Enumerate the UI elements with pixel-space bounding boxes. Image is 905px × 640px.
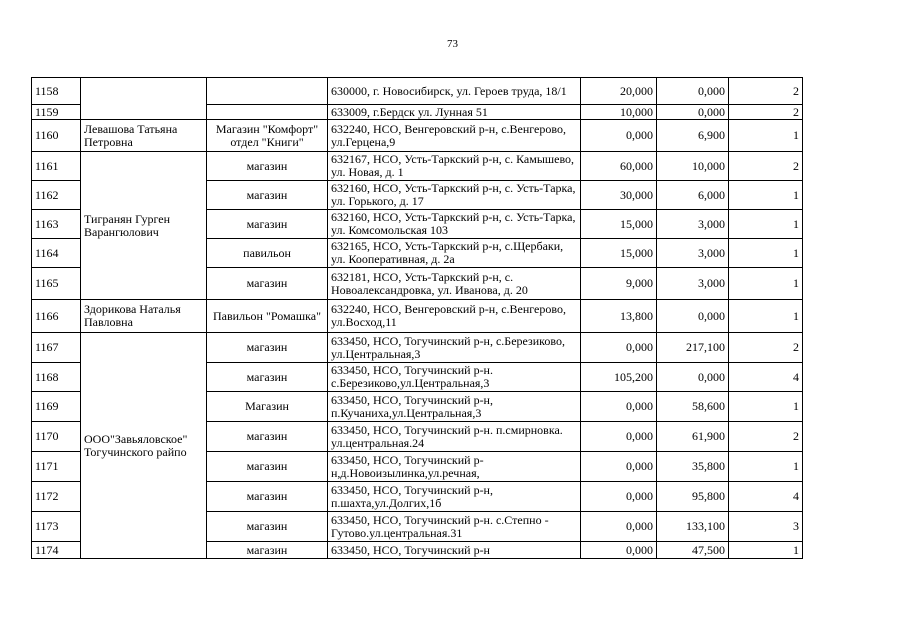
owner-name: Здорикова Наталья Павловна	[81, 300, 207, 333]
value-1: 30,000	[581, 181, 657, 210]
value-1: 0,000	[581, 333, 657, 363]
value-3: 4	[729, 363, 803, 392]
row-number: 1171	[32, 452, 81, 482]
object-address: 633450, НСО, Тогучинский р-н. с.Березиково,ул.Центральная,3	[328, 363, 581, 392]
row-number: 1172	[32, 482, 81, 512]
row-number: 1166	[32, 300, 81, 333]
value-3: 1	[729, 452, 803, 482]
value-3: 3	[729, 512, 803, 542]
value-2: 0,000	[657, 78, 729, 105]
object-address: 632240, НСО, Венгеровский р-н, с.Венгерово, ул.Герцена,9	[328, 120, 581, 152]
object-address: 632181, НСО, Усть-Таркский р-н, с. Новоалександровка, ул. Иванова, д. 20	[328, 268, 581, 300]
value-2: 3,000	[657, 210, 729, 239]
object-type: магазин	[207, 542, 328, 559]
value-1: 0,000	[581, 542, 657, 559]
value-1: 0,000	[581, 482, 657, 512]
object-address: 633450, НСО, Тогучинский р-н. с.Степно - Гутово.ул.центральная.31	[328, 512, 581, 542]
registry-table	[31, 77, 803, 559]
object-type: Магазин "Комфорт" отдел "Книги"	[207, 120, 328, 152]
value-1: 13,800	[581, 300, 657, 333]
value-3: 1	[729, 239, 803, 268]
value-2: 95,800	[657, 482, 729, 512]
value-2: 3,000	[657, 268, 729, 300]
row-number: 1161	[32, 152, 81, 181]
row-number: 1169	[32, 392, 81, 422]
object-address: 633450, НСО, Тогучинский р-н, п.шахта,ул.Долгих,1б	[328, 482, 581, 512]
value-2: 10,000	[657, 152, 729, 181]
value-1: 0,000	[581, 452, 657, 482]
row-number: 1167	[32, 333, 81, 363]
value-1: 105,200	[581, 363, 657, 392]
row-number: 1173	[32, 512, 81, 542]
object-type	[207, 105, 328, 120]
row-number: 1162	[32, 181, 81, 210]
value-2: 6,000	[657, 181, 729, 210]
object-type: Павильон "Ромашка"	[207, 300, 328, 333]
object-address: 632240, НСО, Венгеровский р-н, с.Венгерово, ул.Восход,11	[328, 300, 581, 333]
object-type: магазин	[207, 210, 328, 239]
object-type: магазин	[207, 181, 328, 210]
object-address: 633450, НСО, Тогучинский р-н. п.смирновка. ул.центральная.24	[328, 422, 581, 452]
object-address: 633450, НСО, Тогучинский р-н, с.Березиково, ул.Центральная,3	[328, 333, 581, 363]
row-number: 1163	[32, 210, 81, 239]
value-2: 47,500	[657, 542, 729, 559]
object-type: магазин	[207, 482, 328, 512]
object-type	[207, 78, 328, 105]
value-1: 60,000	[581, 152, 657, 181]
value-1: 10,000	[581, 105, 657, 120]
value-1: 0,000	[581, 392, 657, 422]
object-type: магазин	[207, 152, 328, 181]
value-3: 2	[729, 333, 803, 363]
owner-name: ООО"Завьяловское" Тогучинского райпо	[81, 333, 207, 559]
object-type: магазин	[207, 512, 328, 542]
table-row	[32, 120, 803, 152]
object-type: магазин	[207, 422, 328, 452]
value-1: 0,000	[581, 512, 657, 542]
object-type: магазин	[207, 452, 328, 482]
value-3: 2	[729, 422, 803, 452]
value-2: 61,900	[657, 422, 729, 452]
owner-name: Тигранян Гурген Варангюлович	[81, 152, 207, 300]
object-type: магазин	[207, 333, 328, 363]
object-address: 632160, НСО, Усть-Таркский р-н, с. Усть-Тарка, ул. Горького, д. 17	[328, 181, 581, 210]
value-2: 217,100	[657, 333, 729, 363]
object-type: павильон	[207, 239, 328, 268]
value-1: 0,000	[581, 120, 657, 152]
value-1: 9,000	[581, 268, 657, 300]
value-3: 1	[729, 392, 803, 422]
row-number: 1165	[32, 268, 81, 300]
value-3: 1	[729, 120, 803, 152]
owner-name: Левашова Татьяна Петровна	[81, 120, 207, 152]
table-row	[32, 78, 803, 105]
registry-body	[32, 78, 803, 559]
table-row	[32, 152, 803, 181]
table-row	[32, 333, 803, 363]
owner-name	[81, 78, 207, 120]
value-1: 20,000	[581, 78, 657, 105]
object-type: магазин	[207, 363, 328, 392]
object-address: 632167, НСО, Усть-Таркский р-н, с. Камышево, ул. Новая, д. 1	[328, 152, 581, 181]
page-number: 73	[447, 38, 458, 50]
row-number: 1164	[32, 239, 81, 268]
value-3: 2	[729, 152, 803, 181]
value-3: 2	[729, 105, 803, 120]
value-1: 15,000	[581, 210, 657, 239]
value-3: 1	[729, 181, 803, 210]
row-number: 1168	[32, 363, 81, 392]
value-2: 3,000	[657, 239, 729, 268]
row-number: 1158	[32, 78, 81, 105]
row-number: 1160	[32, 120, 81, 152]
value-2: 6,900	[657, 120, 729, 152]
value-1: 0,000	[581, 422, 657, 452]
table-row	[32, 300, 803, 333]
row-number: 1174	[32, 542, 81, 559]
object-address: 633450, НСО, Тогучинский р-н, п.Кучаниха,ул.Центральная,3	[328, 392, 581, 422]
value-2: 0,000	[657, 300, 729, 333]
value-1: 15,000	[581, 239, 657, 268]
object-address: 632165, НСО, Усть-Таркский р-н, с.Щербаки, ул. Кооперативная, д. 2а	[328, 239, 581, 268]
value-2: 35,800	[657, 452, 729, 482]
value-2: 58,600	[657, 392, 729, 422]
row-number: 1170	[32, 422, 81, 452]
value-2: 133,100	[657, 512, 729, 542]
row-number: 1159	[32, 105, 81, 120]
object-type: Магазин	[207, 392, 328, 422]
object-type: магазин	[207, 268, 328, 300]
value-2: 0,000	[657, 363, 729, 392]
value-3: 1	[729, 300, 803, 333]
object-address: 633009, г.Бердск ул. Лунная 51	[328, 105, 581, 120]
value-3: 4	[729, 482, 803, 512]
value-3: 1	[729, 210, 803, 239]
object-address: 632160, НСО, Усть-Таркский р-н, с. Усть-Тарка, ул. Комсомольская 103	[328, 210, 581, 239]
object-address: 630000, г. Новосибирск, ул. Героев труда, 18/1	[328, 78, 581, 105]
object-address: 633450, НСО, Тогучинский р-н	[328, 542, 581, 559]
value-3: 1	[729, 542, 803, 559]
value-2: 0,000	[657, 105, 729, 120]
value-3: 1	[729, 268, 803, 300]
object-address: 633450, НСО, Тогучинский р-н,д.Новоизылинка,ул.речная,	[328, 452, 581, 482]
value-3: 2	[729, 78, 803, 105]
